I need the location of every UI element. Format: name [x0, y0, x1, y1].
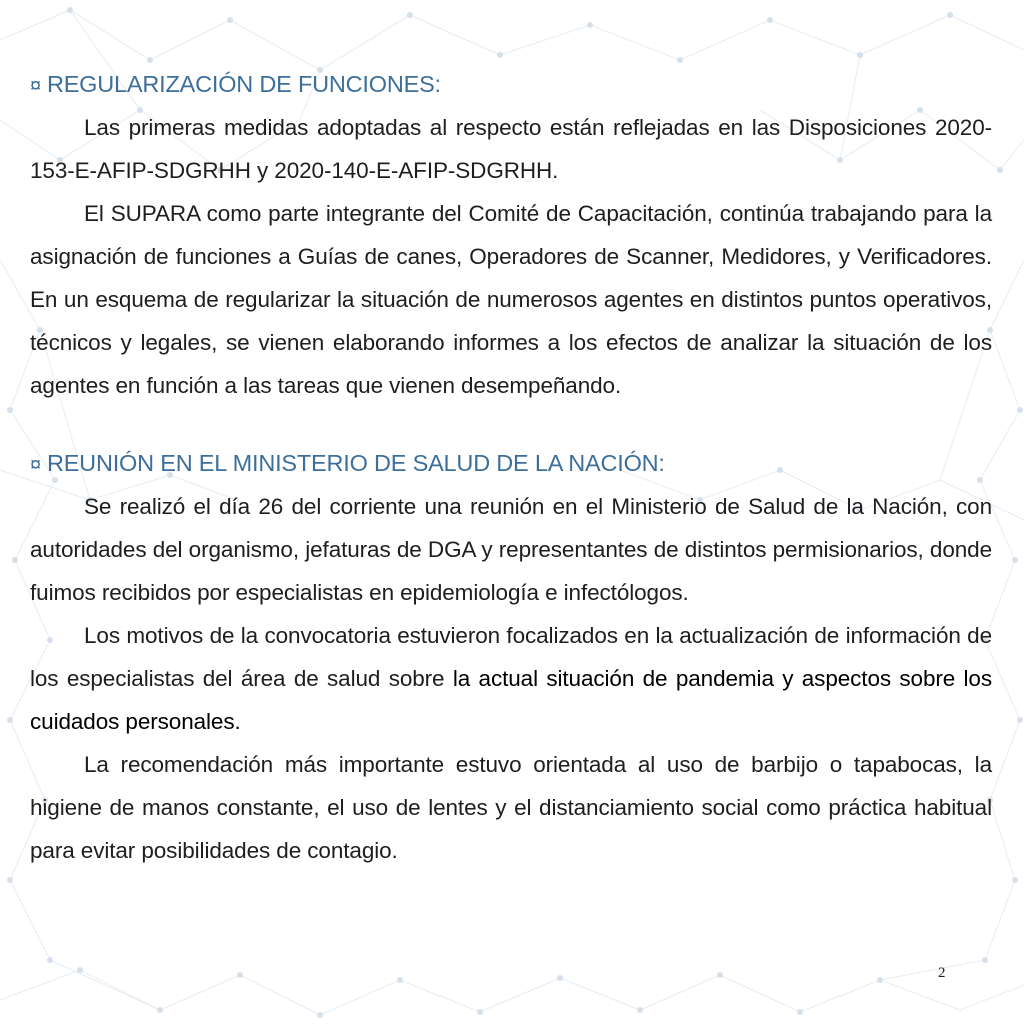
section-heading-text: REUNIÓN EN EL MINISTERIO DE SALUD DE LA NACIÓN: — [46, 450, 665, 476]
page-number: 2 — [938, 965, 946, 981]
section-heading-text: REGULARIZACIÓN DE FUNCIONES: — [46, 71, 441, 97]
paragraph — [30, 614, 992, 743]
bullet-icon: ¤ — [30, 75, 41, 97]
document-page — [30, 68, 992, 872]
paragraph: Las primeras medidas adoptadas al respecto están reflejadas en las Disposiciones 2020-153-E-AFIP-SDGRHH y 2020-140-E-AFIP-SDGRHH. — [30, 115, 992, 183]
bullet-icon: ¤ — [30, 454, 41, 476]
section-heading-regularizacion — [30, 68, 992, 102]
section-heading-reunion — [30, 447, 992, 481]
section-spacer — [30, 407, 992, 447]
paragraph: Se realizó el día 26 del corriente una reunión en el Ministerio de Salud de la Nación, con autoridades del organismo, jefaturas de DGA y representantes de distintos permisionarios, donde fuimos recibidos por especialistas en epidemiología e infectólogos. — [30, 494, 992, 605]
paragraph: La recomendación más importante estuvo orientada al uso de barbijo o tapabocas, la higiene de manos constante, el uso de lentes y el distanciamiento social como práctica habitual para evitar posibilidades de contagio. — [30, 752, 992, 863]
paragraph: El SUPARA como parte integrante del Comité de Capacitación, continúa trabajando para la asignación de funciones a Guías de canes, Operadores de Scanner, Medidores, y Verificadores. En un esquema de regularizar la situación de numerosos agentes en distintos puntos operativos, técnicos y legales, se vienen elaborando informes a los efectos de analizar la situación de los agentes en función a las tareas que vienen desempeñando. — [30, 201, 992, 398]
emphasis-text: la actual situación de pandemia y aspectos sobre los cuidados personales. — [30, 666, 992, 734]
paragraph-text: Los motivos de la convocatoria estuvieron focalizados en la actualización de información de los especialistas del área de salud sobre — [30, 623, 992, 691]
